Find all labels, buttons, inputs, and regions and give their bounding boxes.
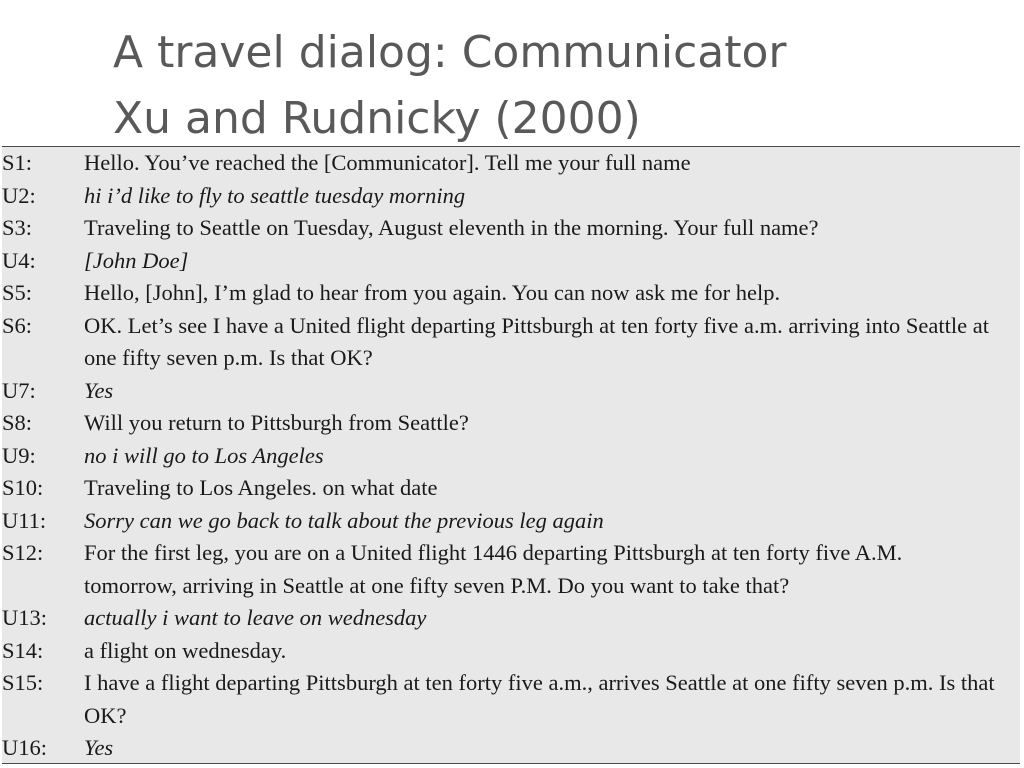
user-utterance: no i will go to Los Angeles — [84, 442, 324, 468]
dialog-turn — [2, 180, 1020, 213]
system-utterance: Hello, [John], I’m glad to hear from you again. You can now ask me for help. — [84, 280, 781, 305]
speaker-label: S3: — [2, 215, 33, 240]
speaker-label: U9: — [2, 442, 36, 468]
user-utterance: hi i’d like to fly to seattle tuesday morning — [84, 182, 466, 208]
dialog-turn — [2, 602, 1020, 635]
speaker-label: U7: — [2, 377, 36, 403]
speaker-label: S12: — [2, 540, 44, 565]
speaker-label: U11: — [2, 507, 47, 533]
user-utterance: Sorry can we go back to talk about the previous leg again — [84, 507, 604, 533]
system-utterance: a flight on wednesday. — [84, 637, 287, 663]
system-utterance: Traveling to Seattle on Tuesday, August eleventh in the morning. Your full name? — [84, 215, 819, 240]
slide-title — [113, 20, 787, 152]
system-utterance: For the first leg, you are on a United flight 1446 departing Pittsburgh at ten forty five A.M. tomorrow, arriving in Seattle at one fifty seven P.M. Do you want to take that? — [84, 540, 903, 598]
dialog-turn — [2, 310, 1020, 375]
title-line-2: Xu and Rudnicky (2000) — [113, 93, 641, 144]
dialog-turn — [2, 407, 1020, 440]
user-utterance: [John Doe] — [84, 247, 189, 273]
system-utterance: Hello. You’ve reached the [Communicator]. Tell me your full name — [84, 150, 691, 175]
speaker-label: S1: — [2, 150, 33, 175]
user-utterance: Yes — [84, 377, 114, 403]
speaker-label: U2: — [2, 182, 36, 208]
dialog-turn — [2, 212, 1020, 245]
dialog-turn — [2, 440, 1020, 473]
title-line-1: A travel dialog: Communicator — [113, 27, 787, 78]
speaker-label: U13: — [2, 605, 47, 630]
dialog-turn — [2, 245, 1020, 278]
speaker-label: S6: — [2, 312, 33, 338]
dialog-turn — [2, 375, 1020, 408]
speaker-label: S10: — [2, 475, 44, 500]
speaker-label: S8: — [2, 410, 33, 435]
dialog-transcript — [2, 146, 1020, 764]
speaker-label: S14: — [2, 637, 44, 663]
system-utterance: Traveling to Los Angeles. on what date — [84, 475, 438, 500]
dialog-turn — [2, 472, 1020, 505]
system-utterance: OK. Let’s see I have a United flight departing Pittsburgh at ten forty five a.m. arriving into Seattle at one fifty seven p.m. Is that OK? — [84, 312, 989, 370]
system-utterance: Will you return to Pittsburgh from Seattle? — [84, 410, 469, 435]
dialog-turn — [2, 147, 1020, 180]
dialog-turn — [2, 537, 1020, 602]
dialog-turn — [2, 732, 1020, 765]
dialog-turn — [2, 667, 1020, 732]
user-utterance: actually i want to leave on wednesday — [84, 605, 427, 630]
dialog-turn — [2, 505, 1020, 538]
speaker-label: S15: — [2, 670, 44, 695]
speaker-label: U4: — [2, 247, 36, 273]
dialog-turn — [2, 635, 1020, 668]
dialog-turn — [2, 277, 1020, 310]
speaker-label: U16: — [2, 735, 47, 760]
system-utterance: I have a flight departing Pittsburgh at ten forty five a.m., arrives Seattle at one fifty seven p.m. Is that OK? — [84, 670, 995, 728]
speaker-label: S5: — [2, 280, 33, 305]
user-utterance: Yes — [84, 735, 114, 760]
